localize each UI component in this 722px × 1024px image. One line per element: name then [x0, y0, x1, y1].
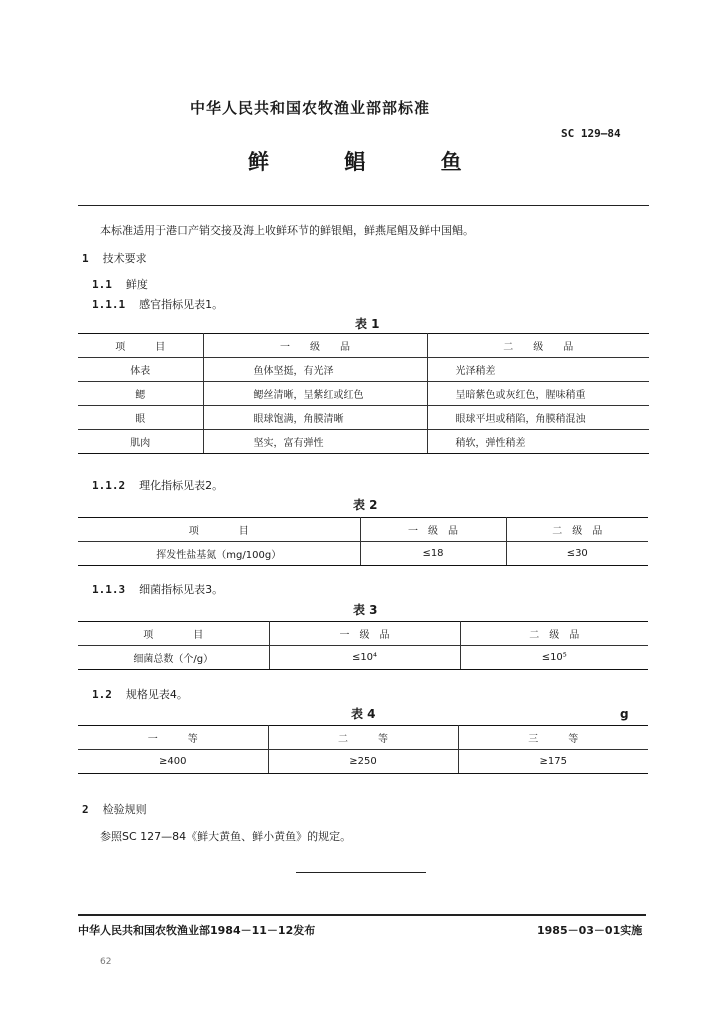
column-header: 二 等	[268, 726, 458, 750]
section-1-1-2-heading	[92, 477, 223, 493]
section-1-1-1-heading	[92, 296, 223, 312]
column-header: 三 等	[458, 726, 648, 750]
table-4-unit: g	[620, 707, 629, 721]
section-number: 1.1.3	[92, 583, 126, 596]
table-cell: ≥250	[268, 750, 458, 774]
column-header: 二 级 品	[506, 518, 648, 542]
table-header-row	[78, 726, 648, 750]
section-1-heading	[82, 250, 147, 266]
table-cell: ≥175	[458, 750, 648, 774]
table-cell: 鱼体坚挺，有光泽	[203, 358, 427, 382]
section-title: 细菌指标见表3。	[139, 583, 224, 596]
section-title: 检验规则	[102, 803, 147, 816]
column-header: 项 目	[78, 334, 203, 358]
issuing-authority: 中华人民共和国农牧渔业部部标准	[190, 99, 431, 117]
table-row	[78, 358, 649, 382]
table-cell: 眼球饱满，角膜清晰	[203, 406, 427, 430]
section-number: 1.1	[92, 278, 112, 291]
column-header: 一 等	[78, 726, 268, 750]
column-header: 二 级 品	[427, 334, 649, 358]
table-2	[78, 517, 648, 566]
section-title: 感官指标见表1。	[139, 298, 224, 311]
end-rule	[296, 872, 426, 873]
table-3-caption: 表 3	[353, 603, 378, 617]
column-header: 一 级 品	[203, 334, 427, 358]
table-row	[78, 382, 649, 406]
section-2-heading	[82, 801, 147, 817]
table-header-row	[78, 622, 648, 646]
effective-date: 1985－03－01实施	[537, 924, 643, 937]
table-cell: 鳃	[78, 382, 203, 406]
footer-rule	[78, 914, 646, 916]
section-1-1-heading	[92, 276, 148, 292]
table-cell: ≥400	[78, 750, 268, 774]
section-title: 理化指标见表2。	[139, 479, 224, 492]
issue-date: 中华人民共和国农牧渔业部1984－11－12发布	[78, 924, 316, 937]
table-header-row	[78, 334, 649, 358]
table-cell: 稍软，弹性稍差	[427, 430, 649, 454]
table-cell: 眼球平坦或稍陷，角膜稍混浊	[427, 406, 649, 430]
table-1-caption: 表 1	[355, 317, 380, 331]
table-cell: 光泽稍差	[427, 358, 649, 382]
section-title: 技术要求	[102, 252, 147, 265]
column-header: 二 级 品	[460, 622, 648, 646]
table-row	[78, 646, 648, 670]
column-header: 一 级 品	[360, 518, 506, 542]
table-4	[78, 725, 648, 774]
standard-code: SC 129—84	[561, 127, 621, 140]
table-cell: 体表	[78, 358, 203, 382]
table-2-caption: 表 2	[353, 498, 378, 512]
table-header-row	[78, 518, 648, 542]
table-cell: ≤30	[506, 542, 648, 566]
page-number: 62	[100, 957, 112, 967]
table-cell: 眼	[78, 406, 203, 430]
table-cell: ≤10⁴	[269, 646, 460, 670]
column-header: 项 目	[78, 622, 269, 646]
table-cell: ≤18	[360, 542, 506, 566]
column-header: 项 目	[78, 518, 360, 542]
table-3	[78, 621, 648, 670]
table-cell: ≤10⁵	[460, 646, 648, 670]
section-1-2-heading	[92, 686, 188, 702]
section-number: 1.1.1	[92, 298, 126, 311]
table-cell: 细菌总数（个/g）	[78, 646, 269, 670]
document-title: 鲜 鲳 鱼	[248, 150, 496, 174]
intro-paragraph: 本标准适用于港口产销交接及海上收鲜环节的鲜银鲳，鲜燕尾鲳及鲜中国鲳。	[100, 224, 474, 237]
table-row	[78, 750, 648, 774]
section-1-1-3-heading	[92, 581, 223, 597]
column-header: 一 级 品	[269, 622, 460, 646]
table-cell: 肌肉	[78, 430, 203, 454]
section-number: 1.2	[92, 688, 112, 701]
header-rule	[78, 205, 649, 206]
table-cell: 坚实，富有弹性	[203, 430, 427, 454]
table-cell: 挥发性盐基氮（mg/100g）	[78, 542, 360, 566]
table-row	[78, 542, 648, 566]
table-1	[78, 333, 649, 454]
section-number: 2	[82, 803, 89, 816]
section-number: 1	[82, 252, 89, 265]
table-row	[78, 406, 649, 430]
table-cell: 呈暗紫色或灰红色，腥味稍重	[427, 382, 649, 406]
section-2-text: 参照SC 127—84《鲜大黄鱼、鲜小黄鱼》的规定。	[100, 830, 352, 843]
section-title: 规格见表4。	[125, 688, 188, 701]
section-title: 鲜度	[125, 278, 148, 291]
table-4-caption: 表 4	[351, 707, 376, 721]
table-row	[78, 430, 649, 454]
table-cell: 鳃丝清晰，呈紫红或红色	[203, 382, 427, 406]
section-number: 1.1.2	[92, 479, 126, 492]
